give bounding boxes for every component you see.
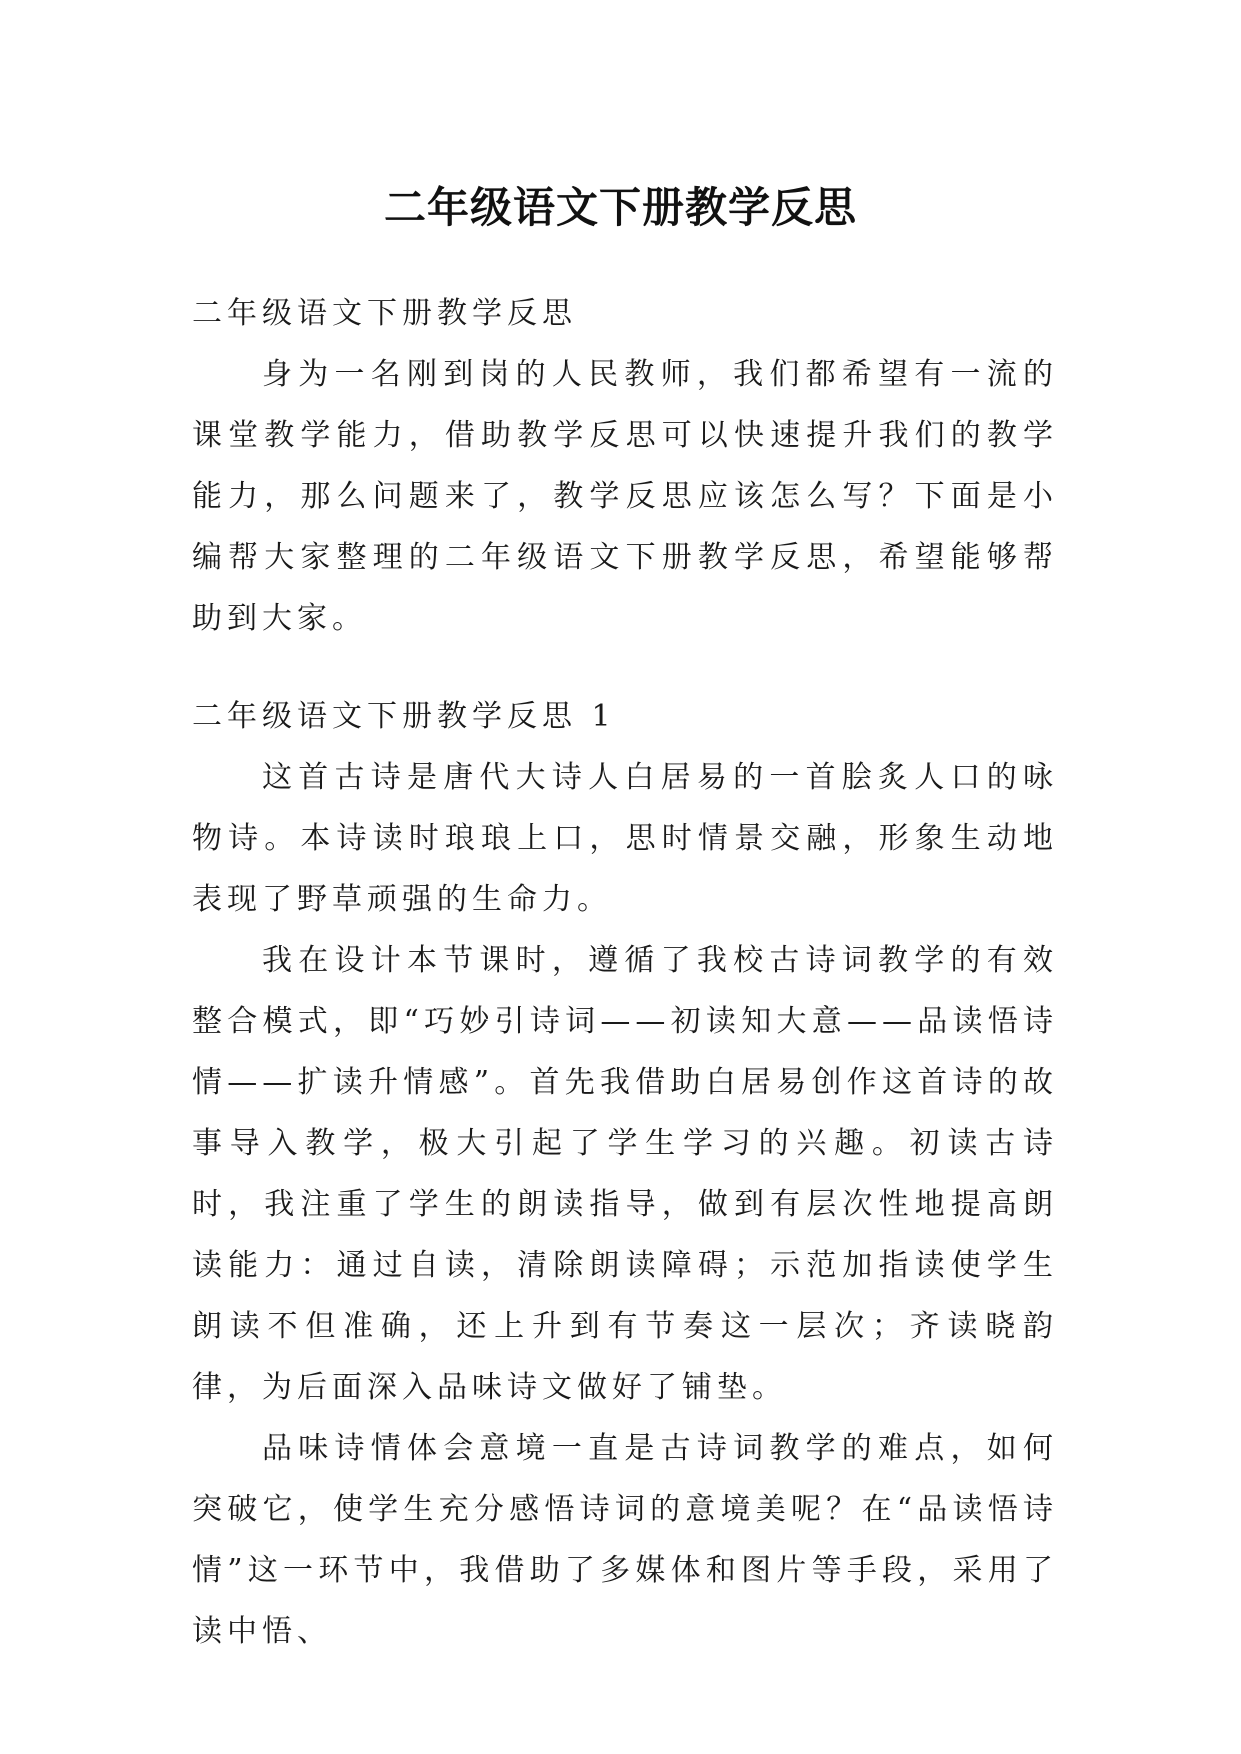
section-1-heading: 二年级语文下册教学反思 1 (192, 699, 616, 734)
section-1 (192, 686, 1058, 1662)
section-1-paragraph: 我在设计本节课时，遵循了我校古诗词教学的有效整合模式，即“巧妙引诗词——初读知大意——品读悟诗情——扩读升情感”。首先我借助白居易创作这首诗的故事导入教学，极大引起了学生学习的兴趣。初读古诗时，我注重了学生的朗读指导，做到有层次性地提高朗读能力：通过自读，清除朗读障碍；示范加指读使学生朗读不但准确，还上升到有节奏这一层次；齐读晓韵律，为后面深入品味诗文做好了铺垫。 (192, 943, 1058, 1405)
intro-heading: 二年级语文下册教学反思 (192, 296, 577, 331)
section-1-paragraph: 这首古诗是唐代大诗人白居易的一首脍炙人口的咏物诗。本诗读时琅琅上口，思时情景交融，形象生动地表现了野草顽强的生命力。 (192, 760, 1058, 917)
intro-section (192, 283, 1058, 649)
intro-paragraph: 身为一名刚到岗的人民教师，我们都希望有一流的课堂教学能力，借助教学反思可以快速提升我们的教学能力，那么问题来了，教学反思应该怎么写？下面是小编帮大家整理的二年级语文下册教学反思，希望能够帮助到大家。 (192, 357, 1058, 636)
section-1-paragraph: 品味诗情体会意境一直是古诗词教学的难点，如何突破它，使学生充分感悟诗词的意境美呢？在“品读悟诗情”这一环节中，我借助了多媒体和图片等手段，采用了读中悟、 (192, 1431, 1058, 1649)
document-title: 二年级语文下册教学反思 (383, 183, 857, 233)
